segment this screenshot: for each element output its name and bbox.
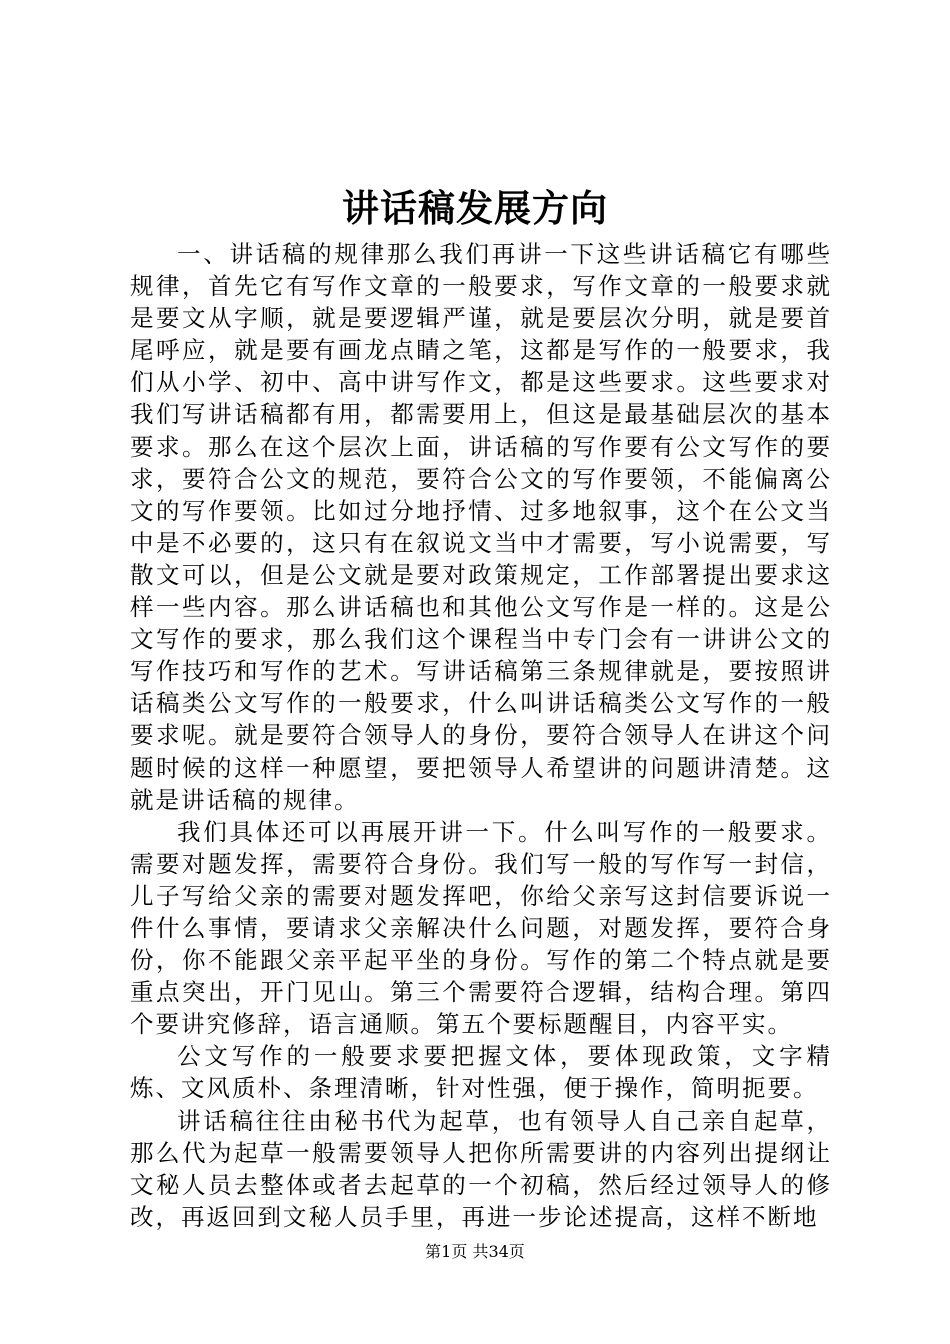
body-paragraph-1: 一、讲话稿的规律那么我们再讲一下这些讲话稿它有哪些规律，首先它有写作文章的一般要求，写作文章的一般要求就是要文从字顺，就是要逻辑严谨，就是要层次分明，就是要首尾呼应，就是要有画龙点睛之笔，这都是写作的一般要求，我们从小学、初中、高中讲写作文，都是这些要求。这些要求对我们写讲话稿都有用，都需要用上，但这是最基础层次的基本要求。那么在这个层次上面，讲话稿的写作要有公文写作的要求，要符合公文的规范，要符合公文的写作要领，不能偏离公文的写作要领。比如过分地抒情、过多地叙事，这个在公文当中是不必要的，这只有在叙说文当中才需要，写小说需要，写散文可以，但是公文就是要对政策规定，工作部署提出要求这样一些内容。那么讲话稿也和其他公文写作是一样的。这是公文写作的要求，那么我们这个课程当中专门会有一讲讲公文的写作技巧和写作的艺术。写讲话稿第三条规律就是，要按照讲话稿类公文写作的一般要求，什么叫讲话稿类公文写作的一般要求呢。就是要符合领导人的身份，要符合领导人在讲这个问题时候的这样一种愿望，要把领导人希望讲的问题讲清楚。这就是讲话稿的规律。 xyxy=(130,240,832,814)
document-body xyxy=(130,238,832,1233)
document-title: 讲话稿发展方向 xyxy=(342,186,608,230)
body-paragraph-4: 讲话稿往往由秘书代为起草，也有领导人自己亲自起草，那么代为起草一般需要领导人把你所需要讲的内容列出提纲让文秘人员去整体或者去起草的一个初稿，然后经过领导人的修改，再返回到文秘人员手里，再进一步论述提高，这样不断地 xyxy=(130,1106,832,1231)
body-paragraph-2: 我们具体还可以再展开讲一下。什么叫写作的一般要求。需要对题发挥，需要符合身份。我们写一般的写作写一封信，儿子写给父亲的需要对题发挥吧，你给父亲写这封信要诉说一件什么事情，要请求父亲解决什么问题，对题发挥，要符合身份，你不能跟父亲平起平坐的身份。写作的第二个特点就是要重点突出，开门见山。第三个需要符合逻辑，结构合理。第四个要讲究修辞，语言通顺。第五个要标题醒目，内容平实。 xyxy=(130,817,832,1039)
body-paragraph-3: 公文写作的一般要求要把握文体，要体现政策，文字精炼、文风质朴、条理清晰，针对性强，便于操作，简明扼要。 xyxy=(130,1042,832,1103)
page-number-footer: 第1页 共34页 xyxy=(425,1242,525,1261)
